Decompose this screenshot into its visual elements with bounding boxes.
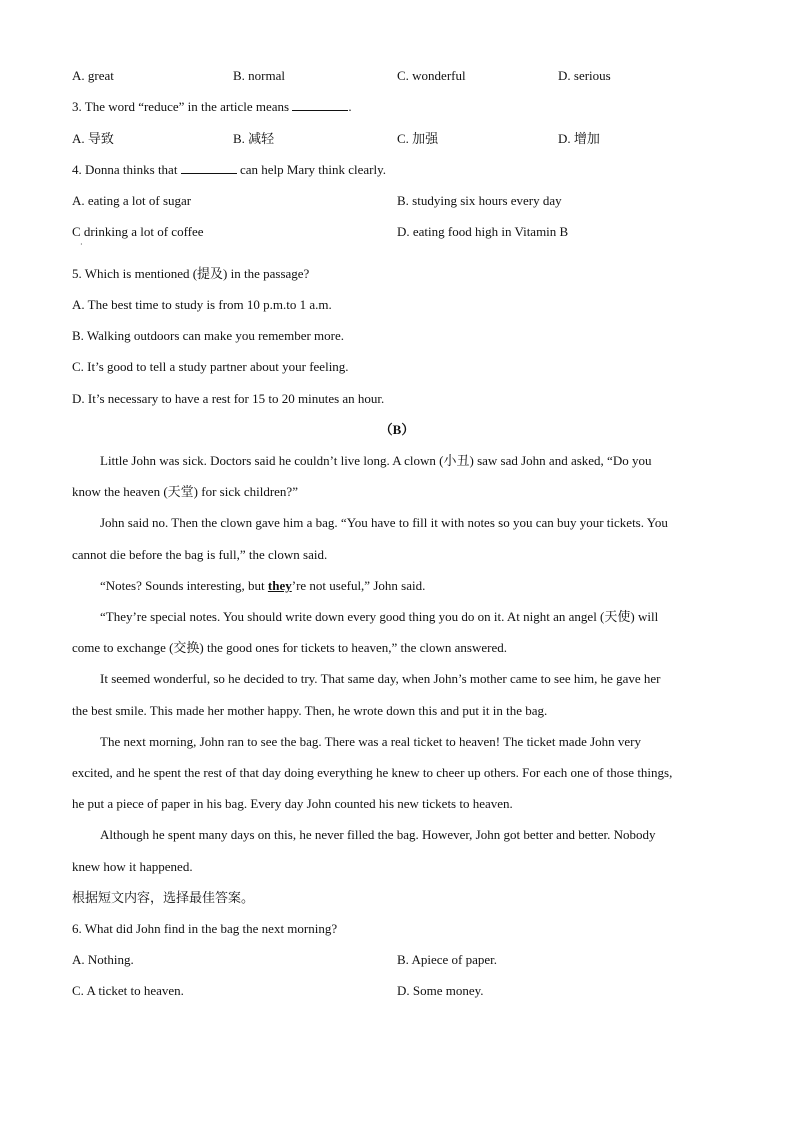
q4-option-c: C drinking a lot of coffee <box>72 224 204 239</box>
stray-dot: · <box>80 240 83 249</box>
q3-option-d: D. 增加 <box>558 131 600 146</box>
q4-option-b: B. studying six hours every day <box>397 193 562 208</box>
q6-option-a: A. Nothing. <box>72 952 134 967</box>
q6-stem: 6. What did John find in the bag the next morning? <box>72 921 338 936</box>
passage-p3-before: “Notes? Sounds interesting, but <box>100 578 268 593</box>
passage-p7-line2: knew how it happened. <box>72 859 193 874</box>
passage-p2-line1: John said no. Then the clown gave him a bag. “You have to fill it with notes so you can buy your tickets. You <box>100 515 668 530</box>
q6-option-c: C. A ticket to heaven. <box>72 983 184 998</box>
passage-p7-line1: Although he spent many days on this, he never filled the bag. However, John got better and better. Nobody <box>100 827 656 842</box>
q5-option-b: B. Walking outdoors can make you remember more. <box>72 328 345 343</box>
q2-option-a: A. great <box>72 68 114 83</box>
passage-p5-line2: the best smile. This made her mother happy. Then, he wrote down this and put it in the bag. <box>72 703 548 718</box>
q5-stem: 5. Which is mentioned (提及) in the passage? <box>72 266 310 281</box>
q6-option-d: D. Some money. <box>397 983 484 998</box>
underlined-word-they: they <box>267 578 292 593</box>
passage-p1-line2: know the heaven (天堂) for sick children?” <box>72 484 298 499</box>
q3-option-b: B. 减轻 <box>233 131 275 146</box>
q4-option-a: A. eating a lot of sugar <box>72 193 192 208</box>
passage-p6-line2: excited, and he spent the rest of that day doing everything he knew to cheer up others. For each one of those things, <box>72 765 673 780</box>
q5-option-c: C. It’s good to tell a study partner about your feeling. <box>72 359 349 374</box>
q4-stem-after: can help Mary think clearly. <box>236 162 387 177</box>
q2-option-d: D. serious <box>558 68 611 83</box>
passage-p4-line1: “They’re special notes. You should write down every good thing you do on it. At night an angel (天使) will <box>100 609 659 624</box>
instruction: 根据短文内容，选择最佳答案。 <box>72 890 255 905</box>
q3-option-c: C. 加强 <box>397 131 439 146</box>
q5-option-d: D. It’s necessary to have a rest for 15 to 20 minutes an hour. <box>72 391 385 406</box>
q5-option-a: A. The best time to study is from 10 p.m.to 1 a.m. <box>72 297 332 312</box>
passage-p1-line1: Little John was sick. Doctors said he couldn’t live long. A clown (小丑) saw sad John and asked, “Do you <box>100 453 652 468</box>
passage-p4-line2: come to exchange (交换) the good ones for tickets to heaven,” the clown answered. <box>72 640 507 655</box>
answer-blank <box>292 99 348 111</box>
passage-p6-line1: The next morning, John ran to see the bag. There was a real ticket to heaven! The ticket made John very <box>100 734 641 749</box>
passage-p3 <box>100 578 425 594</box>
q4-option-d: D. eating food high in Vitamin B <box>397 224 569 239</box>
q3-stem <box>72 99 352 115</box>
q4-stem <box>72 162 386 178</box>
q3-stem-after: . <box>348 99 352 114</box>
passage-p2-line2: cannot die before the bag is full,” the clown said. <box>72 547 328 562</box>
answer-blank <box>181 162 237 174</box>
q2-option-c: C. wonderful <box>397 68 466 83</box>
q3-option-a: A. 导致 <box>72 131 114 146</box>
q3-stem-before: 3. The word “reduce” in the article means <box>72 99 293 114</box>
section-heading-b: （B） <box>379 422 415 437</box>
q6-option-b: B. Apiece of paper. <box>397 952 497 967</box>
q4-stem-before: 4. Donna thinks that <box>72 162 181 177</box>
passage-p3-after: ’re not useful,” John said. <box>291 578 426 593</box>
passage-p5-line1: It seemed wonderful, so he decided to try. That same day, when John’s mother came to see him, he gave her <box>100 671 661 686</box>
q2-option-b: B. normal <box>233 68 285 83</box>
passage-p6-line3: he put a piece of paper in his bag. Every day John counted his new tickets to heaven. <box>72 796 513 811</box>
